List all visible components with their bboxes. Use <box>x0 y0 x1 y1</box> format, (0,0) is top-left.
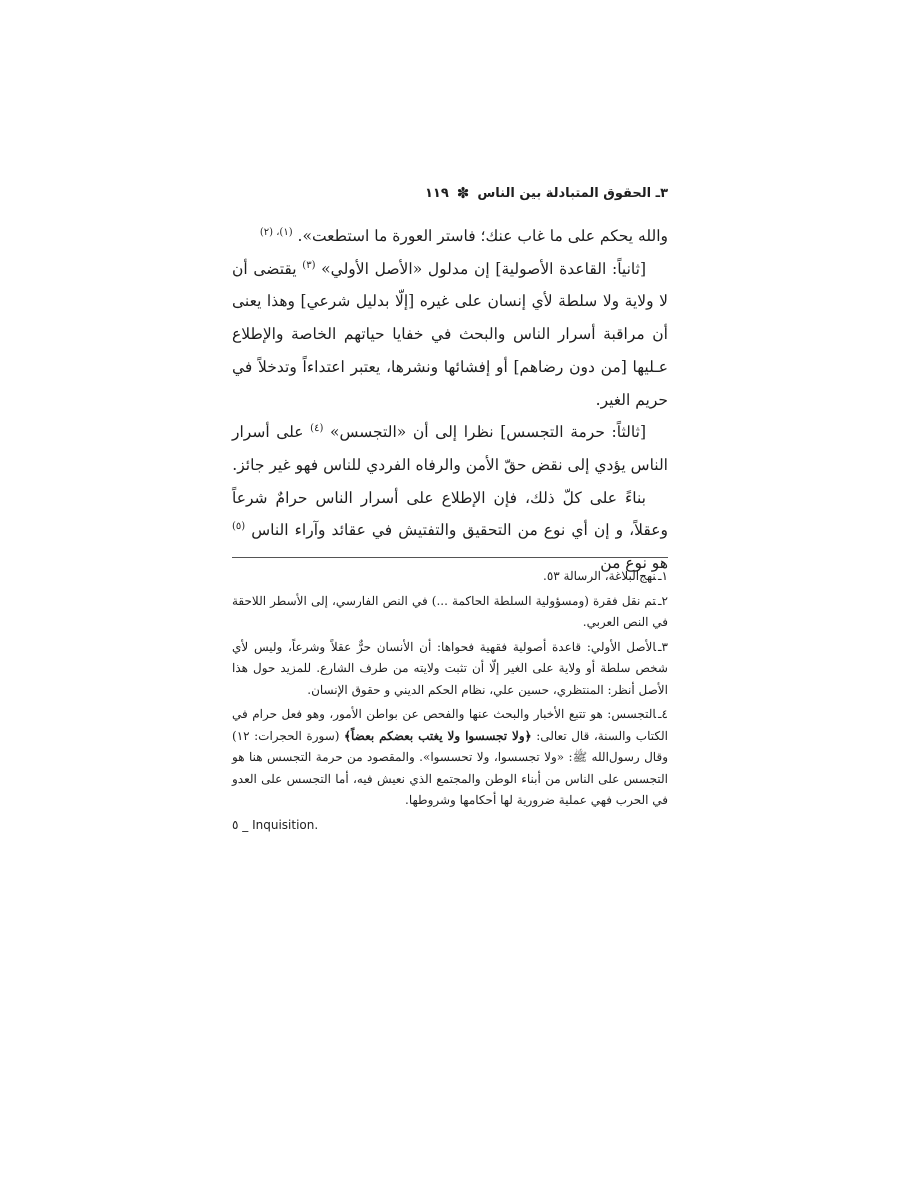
running-header <box>232 182 668 204</box>
page-number: ١١٩ <box>424 185 449 201</box>
footnote-ref-5: (٥) <box>232 521 246 533</box>
footnote-4: ٤ـالتجسس: هو تتبع الأخبار والبحث عنها والفحص عن بواطن الأمور، وهو فعل حرام في الكتاب والسنة، قال تعالى: ﴿ولا تجسسوا ولا يغتب بعضكم بعضاً﴾ (سورة الحجرات: ١٢) وقال رسول‌الله ﷺ: «ولا تجسسوا، ولا تحسسوا». والمقصود من حرمة التجسس هنا هو التجسس على الناس من أبناء الوطن والمجتمع الذي نعيش فيه، أما التجسس على العدو في الحرب فهي عملية ضرورية لها أحكامها وشروطها. <box>232 707 668 807</box>
main-text <box>232 220 668 580</box>
flower-ornament-icon: ✽ <box>456 183 470 202</box>
footnote-ref-1-2: (١)، (٢) <box>259 226 293 238</box>
paragraph-3: [ثالثاً: حرمة التجسس] نظرا إلى أن «التجسس» $^{(٤)}$ على أسرار الناس يؤدي إلى نقض حقّ الأمن والرفاه الفردي للناس فهو غير جائز. <box>232 423 668 474</box>
footnotes <box>232 566 668 839</box>
footnote-divider <box>232 557 668 558</box>
paragraph-4: بناءً على كلّ ذلك، فإن الإطلاع على أسرار الناس حرامٌ شرعاً وعقلاً، و إن أي نوع من التحقيق والتفتيش في عقائد وآراء الناس $^{(٥)}$ هو نوع من <box>232 488 668 573</box>
footnote-ref-4: (٤) <box>310 423 324 435</box>
footnote-3: ٣ـالأصل الأولي: قاعدة أصولية فقهية فحواها: أن الأنسان حرٌّ عقلاً وشرعاً، وليس لأي شخص سلطة أو ولاية على الغير إلّا أن تثبت ولايته من طرف الشارع. للمزيد حول هذا الأصل أنظر: المنتظري، حسين علي، نظام الحكم الديني و حقوق الإنسان. <box>232 639 668 697</box>
quran-quote: ﴿ولا تجسسوا ولا يغتب بعضكم بعضاً﴾ <box>343 728 532 743</box>
paragraph-1: والله يحكم على ما غاب عنك؛ فاستر العورة ما استطعت». $^{(١)، (٢)}$ <box>259 226 668 245</box>
footnote-ref-3: (٣) <box>302 259 316 271</box>
footnote-5: ٥ _ Inquisition. <box>232 817 319 832</box>
footnote-1: ١ـنهج‌البلاغة، الرسالة ٥٣. <box>543 569 668 583</box>
header-title: ٣ـ الحقوق المتبادلة بين الناس <box>477 185 668 201</box>
paragraph-2: [ثانياً: القاعدة الأصولية] إن مدلول «الأصل الأولي» $^{(٣)}$ يقتضى أن لا ولاية ولا سلطة لأي إنسان على غيره [إلّا بدليل شرعي] وهذا يعنى أن مراقبة أسرار الناس والبحث في خفايا حياتهم الخاصة والإطلاع عـليها [من دون رضاهم] أو إفشائها ونشرها، يعتبر اعتداءاً وتدخلاً في حريم الغير. <box>232 259 668 409</box>
footnote-2: ٢ـتم نقل فقرة (ومسؤولية السلطة الحاكمة ...) في النص الفارسي، إلى الأسطر اللاحقة في النص العربي. <box>232 593 668 629</box>
